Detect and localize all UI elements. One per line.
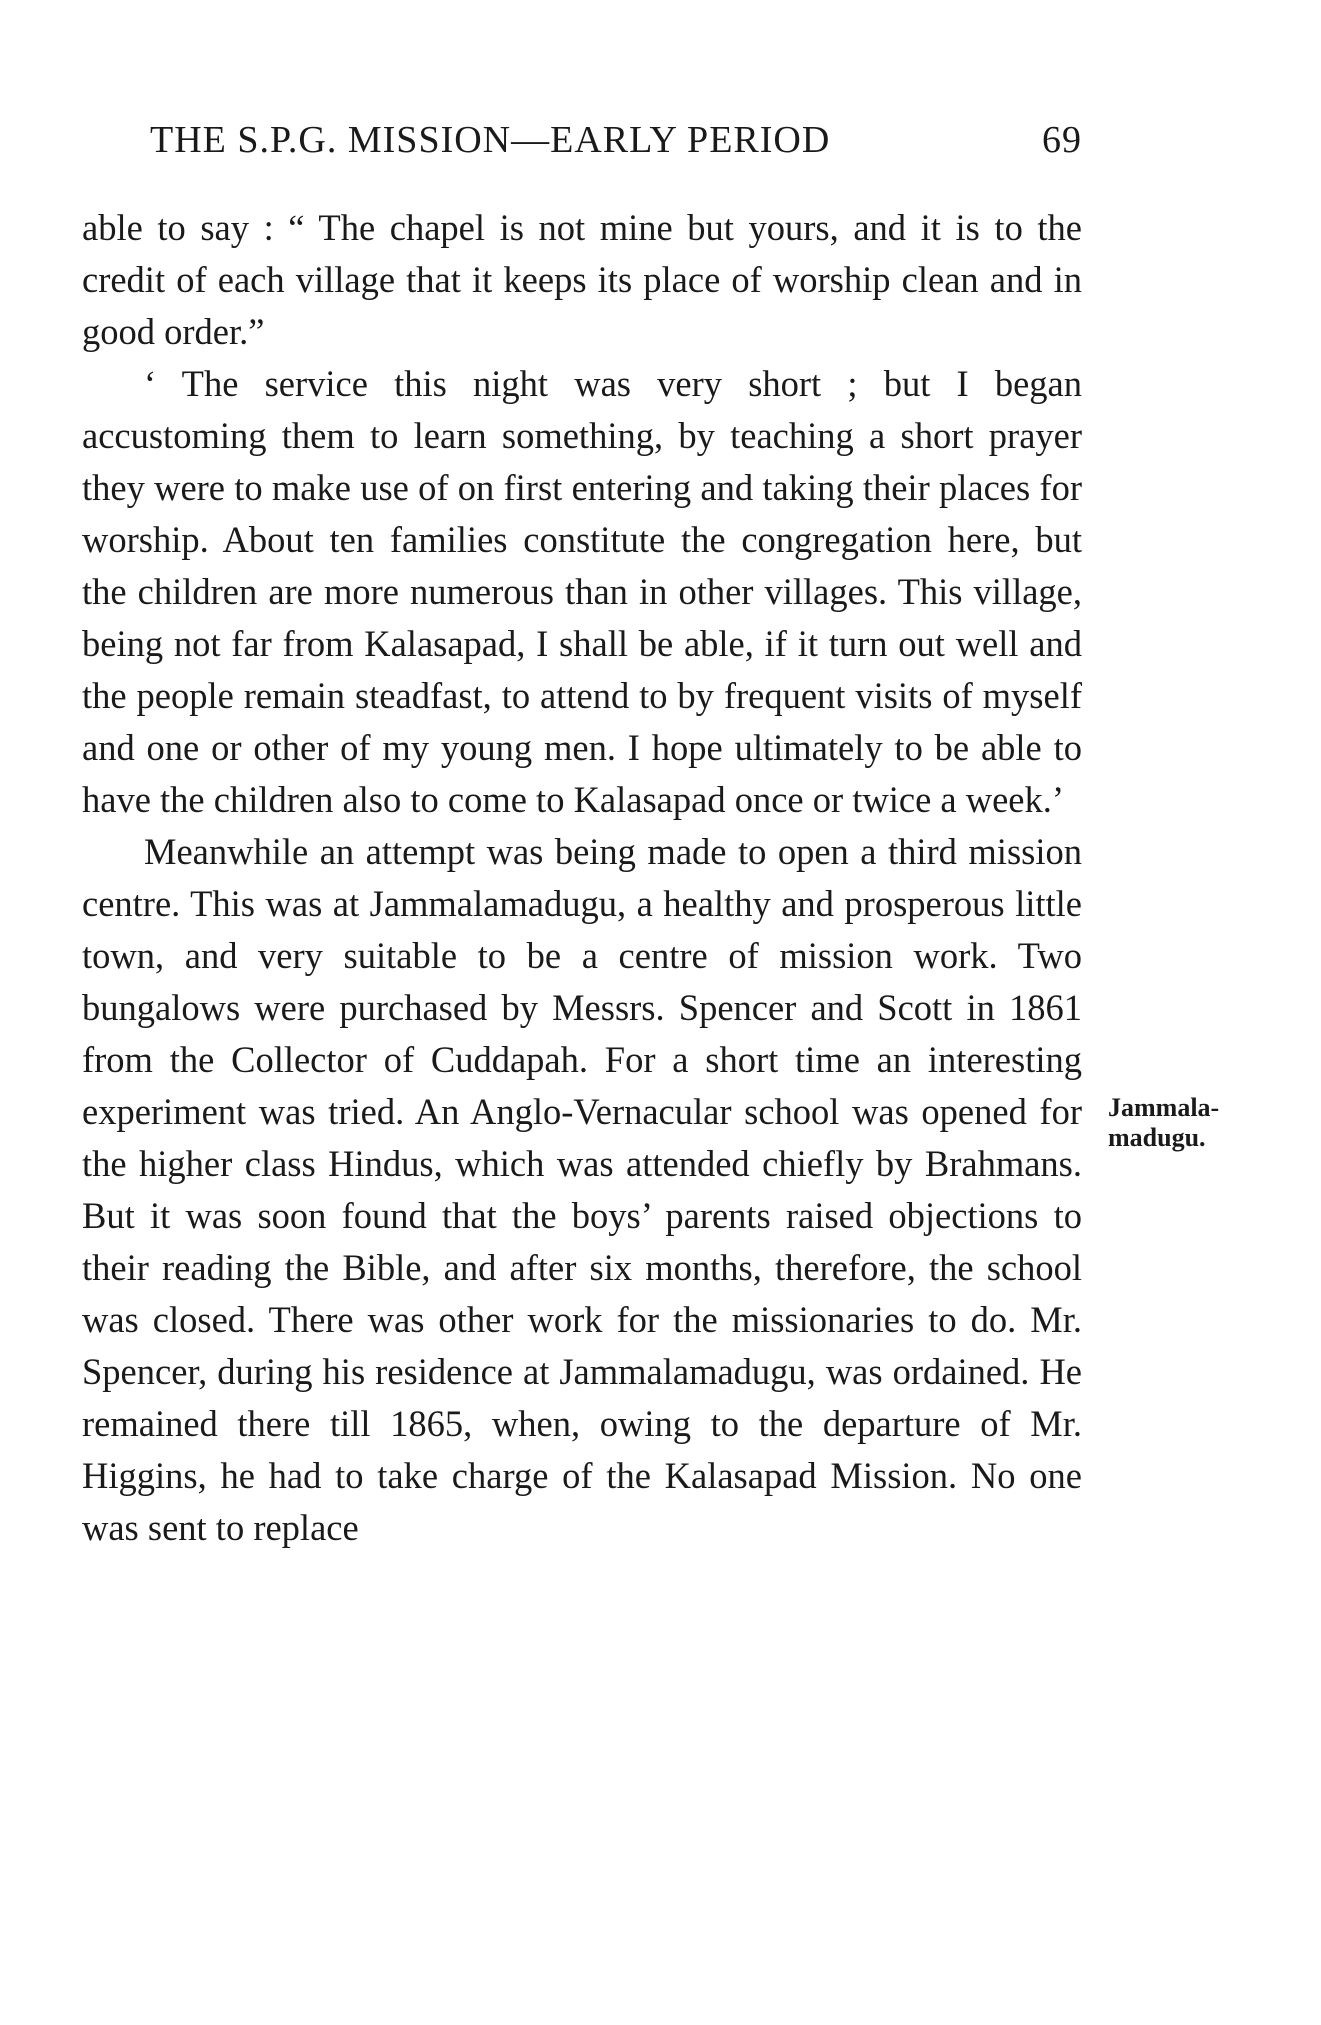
body-text [82,202,1082,1554]
paragraph-2: ‘ The service this night was very short ; but I began accustoming them to learn something, by teaching a short prayer they were to make use of on first entering and taking their places for worship. About ten families constitute the congregation here, but the children are more numerous than in other villages. This village, being not far from Kalasapad, I shall be able, if it turn out well and the people remain steadfast, to attend to by frequent visits of myself and one or other of my young men. I hope ultimately to be able to have the children also to come to Kalasapad once or twice a week.’ [82,363,1082,820]
paragraph-3: Meanwhile an attempt was being made to open a third mission centre. This was at Jammalamadugu, a healthy and prosperous little town, and very suitable to be a centre of mission work. Two bungalows were purchased by Messrs. Spencer and Scott in 1861 from the Collector of Cuddapah. For a short time an interesting experiment was tried. An Anglo-Vernacular school was opened for the higher class Hindus, which was attended chiefly by Brahmans. But it was soon found that the boys’ parents raised objections to their reading the Bible, and after six months, therefore, the school was closed. There was other work for the missionaries to do. Mr. Spencer, during his residence at Jammalamadugu, was ordained. He remained there till 1865, when, owing to the departure of Mr. Higgins, he had to take charge of the Kalasapad Mission. No one was sent to replace [82,831,1082,1548]
margin-note-line-2: madugu. [1108,1123,1206,1152]
page-header [150,118,1082,178]
margin-note [1108,1093,1258,1153]
margin-note-line-1: Jammala- [1108,1093,1220,1122]
page-number: 69 [1042,119,1082,161]
paragraph-1: able to say : “ The chapel is not mine but yours, and it is to the credit of each village that it keeps its place of worship clean and in good order.” [82,207,1082,352]
running-head: THE S.P.G. MISSION—EARLY PERIOD [150,119,831,161]
